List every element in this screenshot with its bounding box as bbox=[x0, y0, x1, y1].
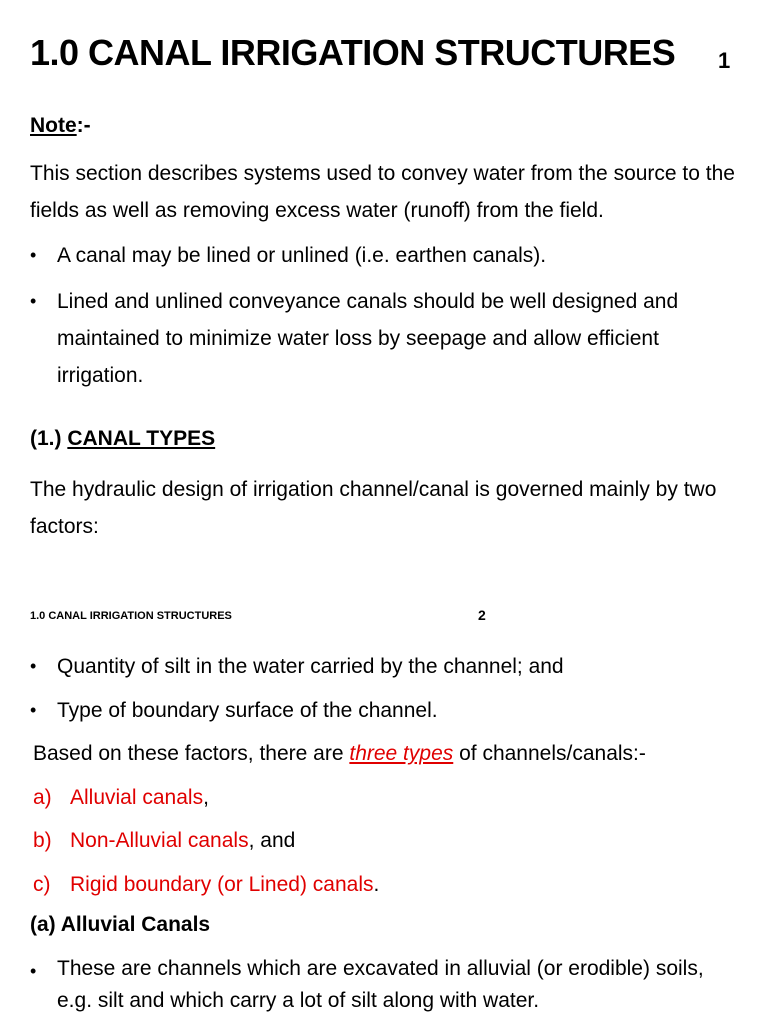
section-heading-alluvial-canals: (a) Alluvial Canals bbox=[30, 913, 211, 936]
section-prefix: (1.) bbox=[30, 427, 62, 450]
list-item-text: These are channels which are excavated in alluvial (or erodible) soils, e.g. silt and which carry a lot of silt along with water. bbox=[57, 957, 704, 1012]
factors-after: of channels/canals:- bbox=[453, 742, 646, 765]
item-name: Rigid boundary (or Lined) canals bbox=[70, 873, 374, 896]
design-paragraph: The hydraulic design of irrigation channel/canal is governed mainly by two factors: bbox=[30, 478, 717, 538]
item-label: a) bbox=[33, 786, 52, 809]
item-label: c) bbox=[33, 873, 51, 896]
bullet-icon: • bbox=[30, 291, 37, 311]
item-suffix: . bbox=[373, 873, 380, 896]
bullet-icon: • bbox=[30, 656, 37, 676]
item-body bbox=[70, 866, 379, 903]
bullet-icon: • bbox=[30, 245, 37, 265]
section-heading-canal-types bbox=[30, 427, 215, 451]
bullet-icon: • bbox=[30, 961, 37, 981]
list-item-text: A canal may be lined or unlined (i.e. earthen canals). bbox=[57, 244, 547, 267]
slide-title-small: 1.0 CANAL IRRIGATION STRUCTURES bbox=[30, 610, 232, 622]
factors-before: Based on these factors, there are bbox=[33, 742, 350, 765]
item-label: b) bbox=[33, 829, 52, 852]
note-label: Note bbox=[30, 114, 77, 137]
list-item-text: Lined and unlined conveyance canals should be well designed and maintained to minimize water loss by seepage and allow efficient irrigation. bbox=[57, 290, 679, 387]
factors-paragraph bbox=[33, 735, 646, 772]
three-types-link[interactable]: three types bbox=[349, 742, 454, 765]
item-name: Non-Alluvial canals bbox=[70, 829, 249, 852]
item-suffix: , and bbox=[248, 829, 296, 852]
item-name: Alluvial canals bbox=[70, 786, 204, 809]
item-suffix: , bbox=[203, 786, 209, 809]
page-number: 1 bbox=[718, 48, 731, 73]
bullet-icon: • bbox=[30, 700, 37, 720]
list-item-text: Type of boundary surface of the channel. bbox=[57, 699, 438, 722]
section-label: CANAL TYPES bbox=[67, 427, 216, 450]
intro-paragraph: This section describes systems used to convey water from the source to the fields as well as removing excess water (runoff) from the field. bbox=[30, 162, 735, 222]
item-body bbox=[70, 779, 209, 816]
page-title: 1.0 CANAL IRRIGATION STRUCTURES bbox=[30, 32, 676, 73]
list-item-text: Quantity of silt in the water carried by the channel; and bbox=[57, 655, 564, 678]
page-number-2: 2 bbox=[478, 607, 486, 623]
note-suffix: :- bbox=[76, 114, 91, 137]
note-heading bbox=[30, 114, 91, 138]
item-body bbox=[70, 822, 295, 859]
